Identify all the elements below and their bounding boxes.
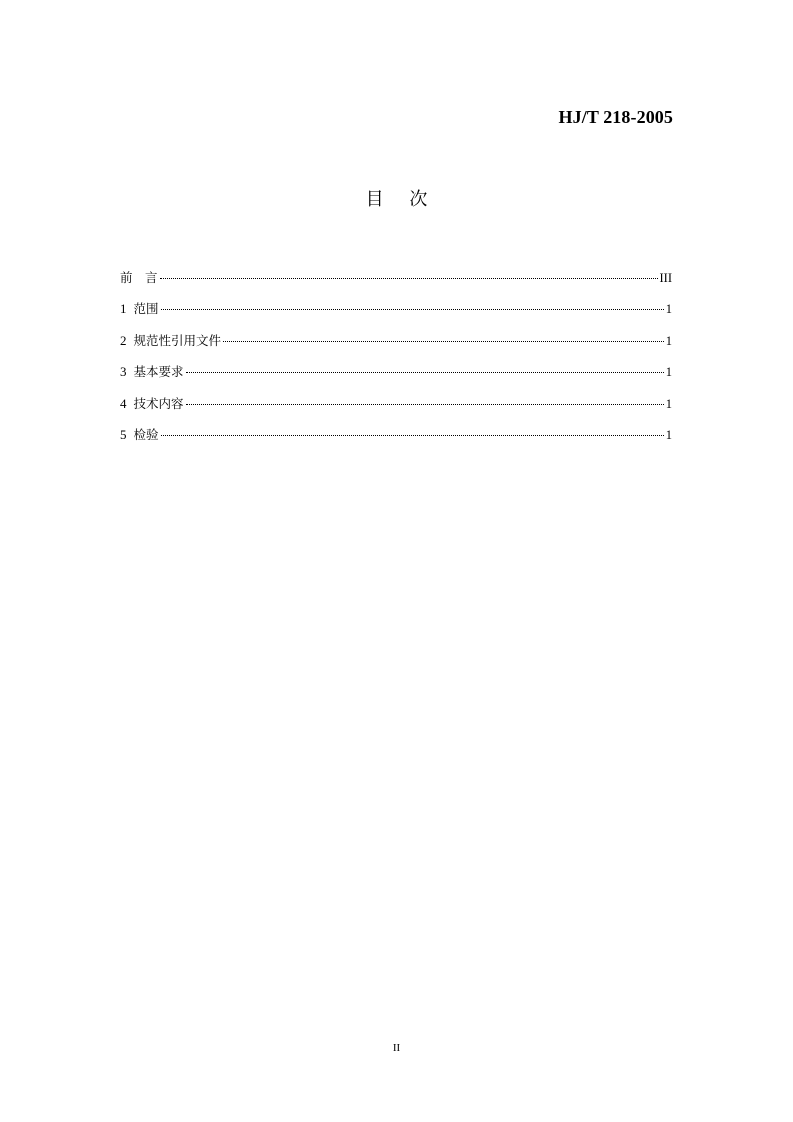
toc-entry-inspection[interactable]	[120, 425, 672, 456]
toc-entry-basic-requirements[interactable]	[120, 362, 672, 393]
toc-entry-number: 5	[120, 426, 127, 442]
toc-entry-text: 技术内容	[133, 395, 184, 411]
toc-entry-number: 2	[120, 332, 127, 348]
toc-title: 目 次	[365, 189, 438, 210]
toc-entry-normative-references[interactable]	[120, 331, 672, 362]
toc-dot-leader	[186, 372, 664, 373]
toc-entry-page: 1	[665, 365, 672, 380]
toc-entry-page: 1	[665, 396, 672, 411]
toc-entry-text: 基本要求	[133, 364, 184, 380]
standard-code: HJ/T 218-2005	[558, 107, 673, 127]
toc-entry-number: 4	[120, 395, 127, 411]
toc-dot-leader	[223, 341, 664, 342]
toc-entry-scope[interactable]	[120, 299, 672, 330]
page-number: II	[392, 1042, 401, 1054]
toc-entry-text: 检验	[133, 426, 159, 442]
toc-entry-text: 规范性引用文件	[133, 332, 222, 348]
toc-dot-leader	[161, 309, 664, 310]
toc-entry-text: 范围	[133, 301, 159, 317]
toc-entry-number: 3	[120, 364, 127, 380]
toc-entry-page: 1	[665, 302, 672, 317]
toc-entry-foreword[interactable]	[120, 268, 672, 299]
toc-dot-leader	[160, 278, 658, 279]
toc-entry-page: III	[659, 271, 672, 285]
toc-entry-page: 1	[665, 427, 672, 442]
toc-dot-leader	[161, 435, 664, 436]
toc-entry-number: 1	[120, 301, 127, 317]
toc-dot-leader	[186, 404, 664, 405]
toc-entry-technical-content[interactable]	[120, 394, 672, 425]
toc-entry-text: 前 言	[120, 270, 158, 285]
toc-entry-page: 1	[665, 333, 672, 348]
table-of-contents	[120, 268, 672, 456]
